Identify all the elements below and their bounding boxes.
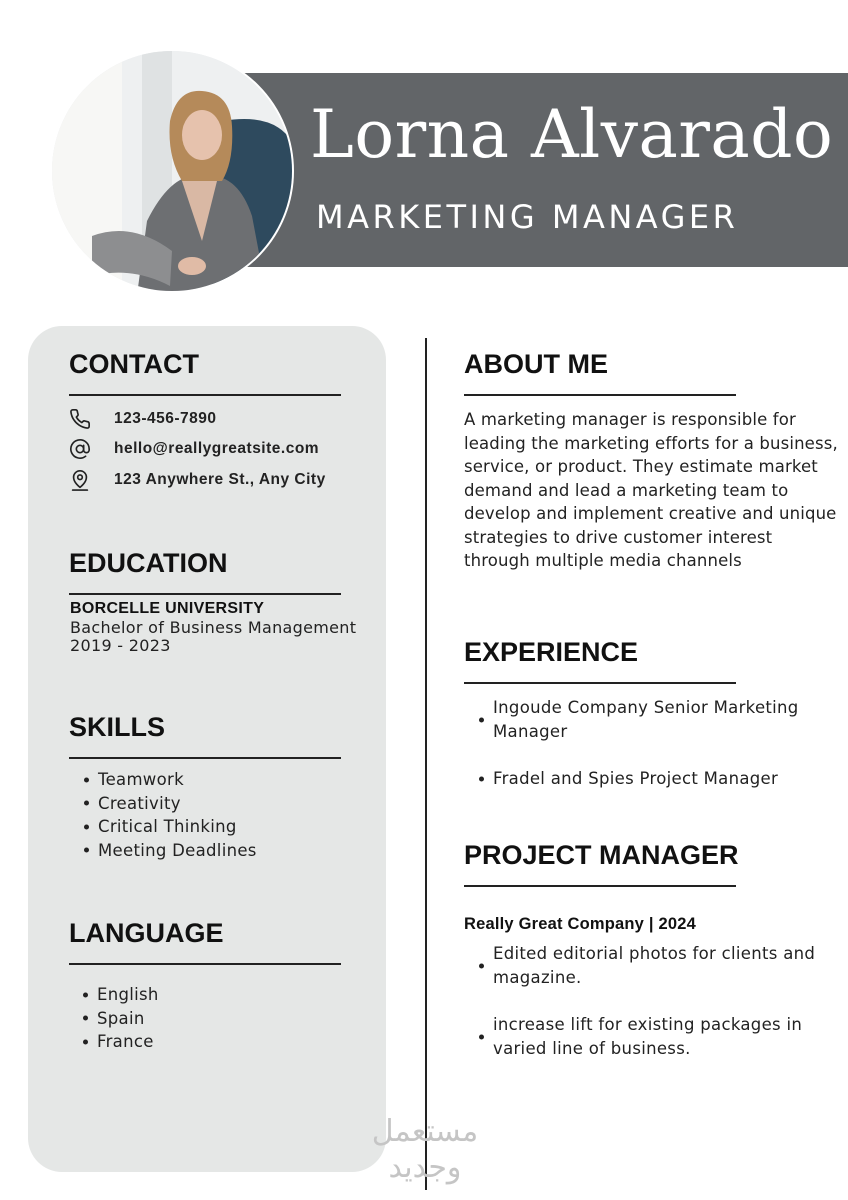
watermark-line-1: مستعمل — [371, 1114, 479, 1149]
project-heading: PROJECT MANAGER — [464, 840, 739, 870]
about-text: A marketing manager is responsible for leading the marketing efforts for a business, service, or product. They estimate market demand and lead a marketing team to develop and implement creative and unique strategies to drive customer interest through multiple media channels — [464, 410, 838, 570]
skills-heading: SKILLS — [69, 712, 166, 742]
education-degree: Bachelor of Business Management — [70, 618, 357, 637]
experience-list — [479, 696, 825, 791]
list-item: France — [83, 1030, 159, 1054]
person-name: Lorna Alvarado — [310, 96, 834, 173]
list-item: English — [83, 983, 159, 1007]
profile-photo — [50, 49, 294, 293]
list-item: Teamwork — [84, 768, 257, 792]
job-title: MARKETING MANAGER — [316, 198, 739, 236]
skills-list — [84, 768, 257, 862]
about-heading: ABOUT ME — [464, 349, 608, 379]
education-heading: EDUCATION — [69, 548, 228, 578]
list-item: Meeting Deadlines — [84, 839, 257, 863]
about-rule — [464, 394, 736, 396]
list-item: Creativity — [84, 792, 257, 816]
phone-icon — [68, 407, 92, 431]
phone-number: 123-456-7890 — [114, 410, 217, 427]
contact-phone — [68, 407, 217, 431]
location-pin-icon — [68, 468, 92, 492]
contact-email — [68, 437, 319, 461]
education-years: 2019 - 2023 — [70, 636, 171, 655]
project-company: Really Great Company | 2024 — [464, 915, 696, 933]
list-item: Critical Thinking — [84, 815, 257, 839]
at-sign-icon — [68, 437, 92, 461]
column-divider — [425, 338, 427, 1190]
watermark-logo — [352, 1114, 498, 1192]
list-item: Ingoude Company Senior Marketing Manager — [479, 696, 825, 743]
experience-rule — [464, 682, 736, 684]
list-item: Spain — [83, 1007, 159, 1031]
experience-heading: EXPERIENCE — [464, 637, 639, 667]
contact-address — [68, 468, 326, 492]
list-item: Edited editorial photos for clients and magazine. — [479, 942, 829, 989]
project-list — [479, 942, 829, 1060]
language-list — [83, 983, 159, 1054]
language-heading: LANGUAGE — [69, 918, 224, 948]
watermark-line-2: وجديد — [388, 1150, 462, 1185]
street-address: 123 Anywhere St., Any City — [114, 471, 326, 488]
skills-rule — [69, 757, 341, 759]
list-item: Fradel and Spies Project Manager — [479, 767, 825, 791]
contact-heading: CONTACT — [69, 349, 199, 379]
education-rule — [69, 593, 341, 595]
profile-photo-illustration — [52, 51, 294, 293]
contact-rule — [69, 394, 341, 396]
list-item: increase lift for existing packages in varied line of business. — [479, 1013, 829, 1060]
email-address: hello@reallygreatsite.com — [114, 440, 320, 457]
education-school: BORCELLE UNIVERSITY — [70, 600, 265, 617]
language-rule — [69, 963, 341, 965]
project-rule — [464, 885, 736, 887]
